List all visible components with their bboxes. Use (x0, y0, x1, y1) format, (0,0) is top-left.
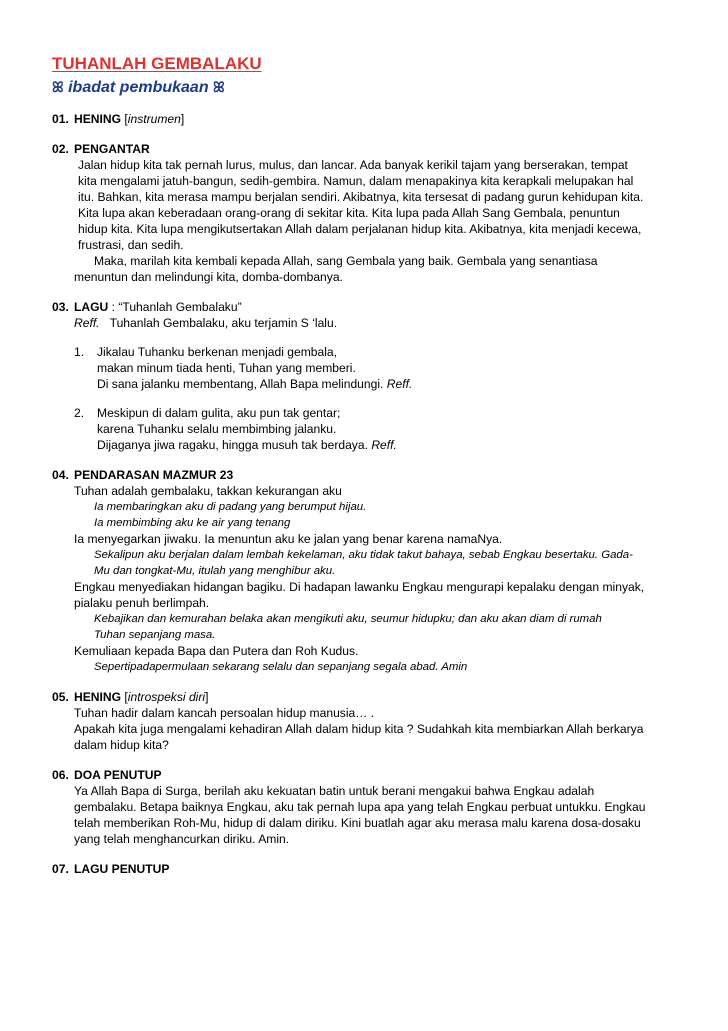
verse-number: 2. (74, 406, 85, 420)
text-line: Kita lupa akan keberadaan orang-orang di sekitar kita. Kita lupa pada Allah Sang Gembala, penuntun (78, 206, 620, 220)
text-line: dalam hidup kita? (74, 738, 169, 752)
section-number: 02. (52, 142, 69, 156)
psalm-response: Sekalipun aku berjalan dalam lembah kekelaman, aku tidak takut bahaya, sebab Engkau besertaku. Gada- (94, 549, 633, 561)
verse-line: makan minum tiada henti, Tuhan yang memberi. (97, 361, 356, 375)
verse-line: karena Tuhanku selalu membimbing jalanku. (97, 422, 337, 436)
text-line: hidup kita. Kita lupa mengikutsertakan Allah dalam perjalanan hidup kita. Akibatnya, kita menjadi kecewa, (78, 222, 642, 236)
reff-line (74, 315, 688, 331)
section-note: introspeksi diri (127, 690, 206, 704)
section-number: 05. (52, 690, 69, 704)
section-title: PENDARASAN MAZMUR 23 (74, 468, 234, 482)
section-number: 06. (52, 768, 69, 782)
document-page (52, 54, 688, 877)
section-title: LAGU (74, 300, 109, 314)
section-title: HENING (74, 112, 122, 126)
text-line: itu. Bahkan, kita merasa mampu berjalan sendiri. Akibatnya, kita tersesat di padang gurun kehidupan kita. (78, 190, 644, 204)
psalm-response: Sepertipadapermulaan sekarang selalu dan sepanjang segala abad. Amin (94, 661, 468, 673)
reff-suffix: Reff. (386, 377, 413, 391)
text-line: telah memberikan Roh-Mu, hidup di dalam diriku. Kini buatlah agar aku merasa malu karena dosa-dosaku (74, 816, 641, 830)
page-title: TUHANLAH GEMBALAKU (52, 54, 262, 73)
section-number: 04. (52, 468, 69, 482)
verse-line: Jikalau Tuhanku berkenan menjadi gembala, (97, 345, 338, 359)
psalm-response: Mu dan tongkat-Mu, itulah yang menghibur aku. (94, 565, 336, 577)
text-line: Maka, marilah kita kembali kepada Allah, sang Gembala yang baik. Gembala yang senantiasa (94, 254, 598, 268)
knot-ornament-left-icon: ꕤ (52, 79, 64, 95)
section-number: 01. (52, 112, 69, 126)
psalm-response: Ia membaringkan aku di padang yang berumput hijau. (94, 501, 367, 513)
section-doa-penutup (52, 767, 688, 847)
text-line: frustrasi, dan sedih. (78, 238, 184, 252)
psalm-response: Tuhan sepanjang masa. (94, 629, 216, 641)
reff-label: Reff. (74, 316, 100, 330)
section-mazmur (52, 467, 688, 675)
verse-line: Di sana jalanku membentang, Allah Bapa melindungi. (97, 377, 384, 391)
section-hening-introspeksi: 05. HENING [introspeksi diri] Tuhan hadir dalam kancah persoalan hidup manusia… . Apakah kita juga mengalami kehadiran Allah dalam hidup kita ? Sudahkah kita membiarkan Allah berkarya dalam hidup kita? (52, 689, 688, 753)
verse-line: Dijaganya jiwa ragaku, hingga musuh tak berdaya. (97, 438, 368, 452)
section-pengantar (52, 141, 688, 285)
text-line: kita mengalami jatuh-bangun, sedih-gembira. Namun, dalam menapakinya kita kerapkali melupakan hal (78, 174, 634, 188)
section-number: 03. (52, 300, 69, 314)
text-line: Apakah kita juga mengalami kehadiran Allah dalam hidup kita ? Sudahkah kita membiarkan Allah berkarya (74, 722, 644, 736)
section-number: 07. (52, 862, 69, 876)
text-line: Tuhan hadir dalam kancah persoalan hidup manusia… . (74, 706, 375, 720)
text-line: menuntun dan melindungi kita, domba-dombanya. (74, 270, 343, 284)
section-lagu-penutup (52, 861, 688, 877)
song-title: : “Tuhanlah Gembalaku” (111, 300, 242, 314)
psalm-line: Engkau menyediakan hidangan bagiku. Di hadapan lawanku Engkau mengurapi kepalaku dengan minyak, (74, 580, 645, 594)
verse-line: Meskipun di dalam gulita, aku pun tak gentar; (97, 406, 341, 420)
text-line: Jalan hidup kita tak pernah lurus, mulus, dan lancar. Ada banyak kerikil tajam yang berserakan, tempat (78, 158, 628, 172)
psalm-response: Kebajikan dan kemurahan belaka akan mengikuti aku, seumur hidupku; dan aku akan diam di rumah (94, 613, 602, 625)
text-line: Ya Allah Bapa di Surga, berilah aku kekuatan batin untuk berani mengakui bahwa Engkau adalah (74, 784, 595, 798)
psalm-line: pialaku penuh berlimpah. (74, 596, 210, 610)
reff-suffix: Reff. (371, 438, 397, 452)
section-hening: 01. HENING [instrumen] (52, 112, 185, 126)
knot-ornament-right-icon: ꕤ (213, 79, 225, 95)
psalm-line: Kemuliaan kepada Bapa dan Putera dan Roh Kudus. (74, 644, 359, 658)
psalm-line: Tuhan adalah gembalaku, takkan kekurangan aku (74, 484, 342, 498)
psalm-response: Ia membimbing aku ke air yang tenang (94, 517, 291, 529)
section-title: LAGU PENUTUP (74, 862, 170, 876)
verse-2 (74, 405, 688, 453)
text-line: gembalaku. Betapa baiknya Engkau, aku tak pernah lupa apa yang telah Engkau perbuat untukku. Engkau (74, 800, 646, 814)
section-title: DOA PENUTUP (74, 768, 162, 782)
section-lagu (52, 299, 688, 453)
psalm-line: Ia menyegarkan jiwaku. Ia menuntun aku ke jalan yang benar karena namaNya. (74, 532, 503, 546)
text-line: yang telah menghancurkan diriku. Amin. (74, 832, 290, 846)
verse-1 (74, 344, 688, 392)
verse-number: 1. (74, 345, 85, 359)
section-title: HENING (74, 690, 122, 704)
reff-text: Tuhanlah Gembalaku, aku terjamin S ‘lalu. (109, 316, 338, 330)
subtitle-text: ibadat pembukaan (68, 79, 209, 96)
subtitle (52, 77, 688, 98)
section-title: PENGANTAR (74, 142, 150, 156)
section-note: instrumen (127, 112, 181, 126)
